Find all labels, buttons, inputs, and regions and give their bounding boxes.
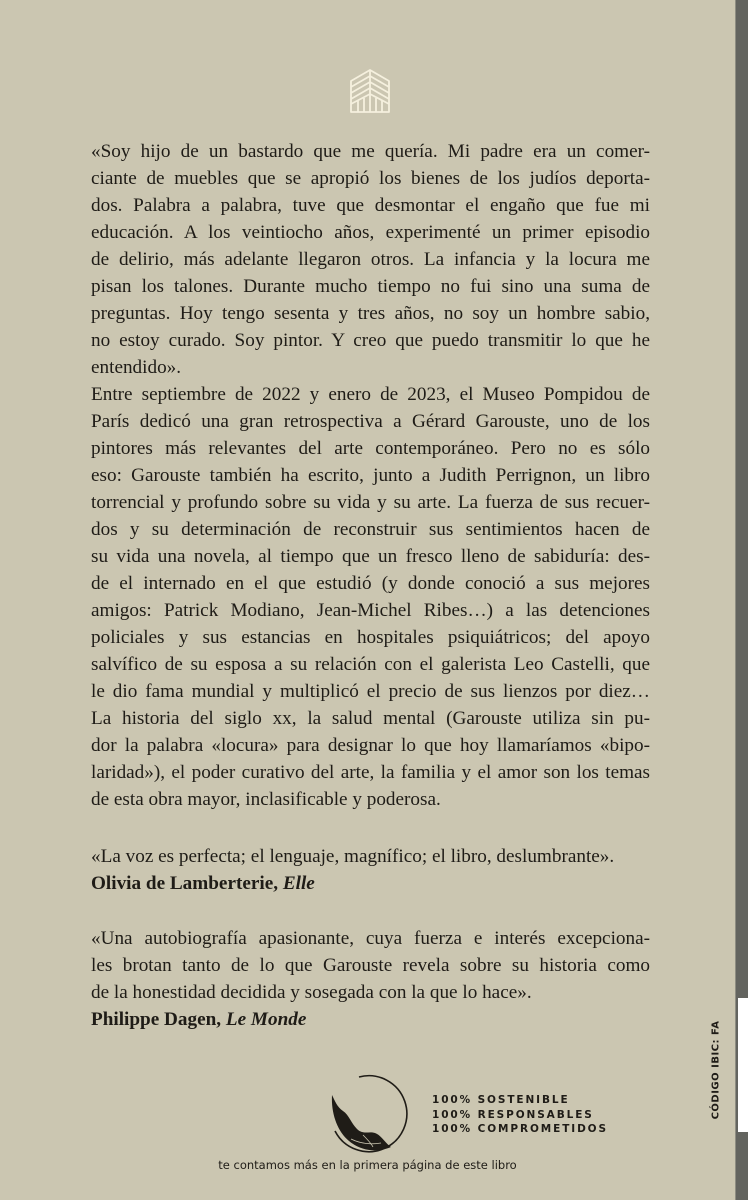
review-quote: «La voz es perfecta; el lenguaje, magnífico; el libro, deslumbrante».: [91, 846, 615, 867]
review-source: Le Monde: [225, 1009, 307, 1030]
author-name: Olivia de Lamberterie,: [91, 873, 279, 894]
leaf-circle-logo-icon: [329, 1073, 411, 1155]
text-line: de el internado en el que estudió (y donde conoció a sus mejores: [91, 573, 650, 594]
review-quote: de la honestidad decidida y sosegada con la que lo hace».: [91, 982, 532, 1003]
text-line: de delirio, más adelante llegaron otros. La infancia y la locura me: [91, 249, 650, 270]
text-line: le dio fama mundial y multiplicó el precio de sus lienzos por diez…: [91, 681, 650, 702]
text-line: su vida una novela, al tiempo que un fresco lleno de sabiduría: des-: [91, 546, 650, 567]
claim-line: 100% RESPONSABLES: [432, 1108, 594, 1121]
review-author: [91, 1006, 650, 1033]
text-line: eso: Garouste también ha escrito, junto a Judith Perrignon, un libro: [91, 465, 650, 486]
review-source: Elle: [282, 873, 315, 894]
ibic-code: CÓDIGO IBIC: FA: [710, 1020, 722, 1120]
text-line: amigos: Patrick Modiano, Jean-Michel Ribes…) a las detenciones: [91, 600, 650, 621]
text-line: preguntas. Hoy tengo sesenta y tres años, no soy un hombre sabio,: [91, 303, 650, 324]
text-line: entendido».: [91, 357, 182, 378]
text-line: dos. Palabra a palabra, tuve que desmontar el engaño que fue mi: [91, 195, 650, 216]
review-quote: «Una autobiografía apasionante, cuya fuerza e interés excepciona-: [91, 928, 650, 949]
text-line: salvífico de su esposa a su relación con el galerista Leo Castelli, que: [91, 654, 650, 675]
text-line: Entre septiembre de 2022 y enero de 2023, el Museo Pompidou de: [91, 384, 650, 405]
sustainability-note: te contamos más en la primera página de este libro: [218, 1158, 517, 1172]
text-line: policiales y sus estancias en hospitales psiquiátricos; del apoyo: [91, 627, 650, 648]
review-author: [91, 870, 650, 897]
synopsis-paragraph: [91, 381, 650, 813]
text-line: París dedicó una gran retrospectiva a Gérard Garouste, uno de los: [91, 411, 650, 432]
review-2: [91, 925, 650, 1033]
barcode-area: [738, 998, 748, 1132]
text-line: ciante de muebles que se apropió los bienes de los judíos deporta-: [91, 168, 650, 189]
sustainability-claims: [432, 1093, 608, 1137]
text-line: pisan los talones. Durante mucho tiempo no fui sino una suma de: [91, 276, 650, 297]
text-line: dor la palabra «locura» para designar lo que hoy llamaríamos «bipo-: [91, 735, 650, 756]
text-line: laridad»), el poder curativo del arte, la familia y el amor son los temas: [91, 762, 650, 783]
text-line: no estoy curado. Soy pintor. Y creo que puedo transmitir lo que he: [91, 330, 650, 351]
text-line: La historia del siglo xx, la salud mental (Garouste utiliza sin pu-: [91, 708, 650, 729]
claim-line: 100% SOSTENIBLE: [432, 1094, 570, 1106]
review-quote: les brotan tanto de lo que Garouste revela sobre su historia como: [91, 955, 650, 976]
quote-paragraph: [91, 138, 650, 381]
text-line: de esta obra mayor, inclasificable y poderosa.: [91, 789, 441, 810]
text-line: dos y su determinación de reconstruir sus sentimientos hacen de: [91, 519, 650, 540]
text-line: «Soy hijo de un bastardo que me quería. Mi padre era un comer-: [91, 141, 650, 162]
author-name: Philippe Dagen,: [91, 1009, 222, 1030]
text-line: pintores más relevantes del arte contemporáneo. Pero no es sólo: [91, 438, 650, 459]
publisher-house-logo-icon: [348, 68, 392, 114]
claim-line: 100% COMPROMETIDOS: [432, 1123, 608, 1135]
review-1: [91, 843, 650, 897]
text-line: educación. A los veintiocho años, experimenté un primer episodio: [91, 222, 650, 243]
text-line: torrencial y profundo sobre su vida y su arte. La fuerza de sus recuer-: [91, 492, 650, 513]
